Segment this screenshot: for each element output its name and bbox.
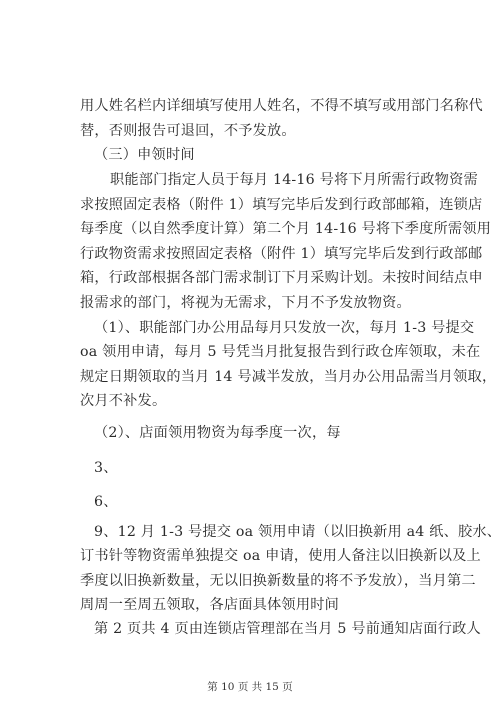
body-line-4: 求按照固定表格（附件 1）填写完毕后发到行政部邮箱，连锁店 [80, 197, 483, 213]
body-line-20: 第 2 页共 4 页由连锁店管理部在当月 5 号前通知店面行政人 [94, 621, 481, 637]
body-line-14: 3、 [94, 460, 118, 476]
body-line-19: 周周一至周五领取，各店面具体领用时间 [80, 597, 339, 613]
body-line-1: 用人姓名栏内详细填写使用人姓名，不得不填写或用部门名称代 [80, 98, 483, 114]
body-line-9: （1）、职能部门办公用品每月只发放一次，每月 1-3 号提交 [94, 320, 475, 336]
body-line-17: 订书针等物资需单独提交 oa 申请，使用人备注以旧换新以及上 [80, 548, 481, 564]
body-line-13: （2）、店面领用物资为每季度一次，每 [94, 425, 341, 441]
body-line-5: 每季度（以自然季度计算）第二个月 14-16 号将下季度所需领用 [80, 221, 492, 237]
body-line-16: 9、12 月 1-3 号提交 oa 领用申请（以旧换新用 a4 纸、胶水、 [94, 524, 501, 540]
body-line-15: 6、 [94, 494, 118, 510]
body-line-12: 次月不补发。 [80, 393, 167, 409]
body-line-2: 替，否则报告可退回，不予发放。 [80, 123, 296, 139]
body-line-10: oa 领用申请，每月 5 号凭当月批复报告到行政仓库领取，未在 [80, 344, 481, 360]
body-line-8: 报需求的部门，将视为无需求，下月不予发放物资。 [80, 295, 411, 311]
body-line-7: 箱，行政部根据各部门需求制订下月采购计划。未按时间结点申 [80, 270, 483, 286]
body-line-18: 季度以旧换新数量，无以旧换新数量的将不予发放），当月第二 [80, 573, 476, 589]
body-line-11: 规定日期领取的当月 14 号减半发放，当月办公用品需当月领取， [80, 369, 497, 385]
section-heading: （三）申领时间 [94, 147, 195, 163]
page-footer: 第 10 页 共 15 页 [207, 681, 293, 693]
body-line-3: 职能部门指定人员于每月 14-16 号将下月所需行政物资需 [110, 172, 478, 188]
body-line-6: 行政物资需求按照固定表格（附件 1）填写完毕后发到行政部邮 [80, 246, 483, 262]
